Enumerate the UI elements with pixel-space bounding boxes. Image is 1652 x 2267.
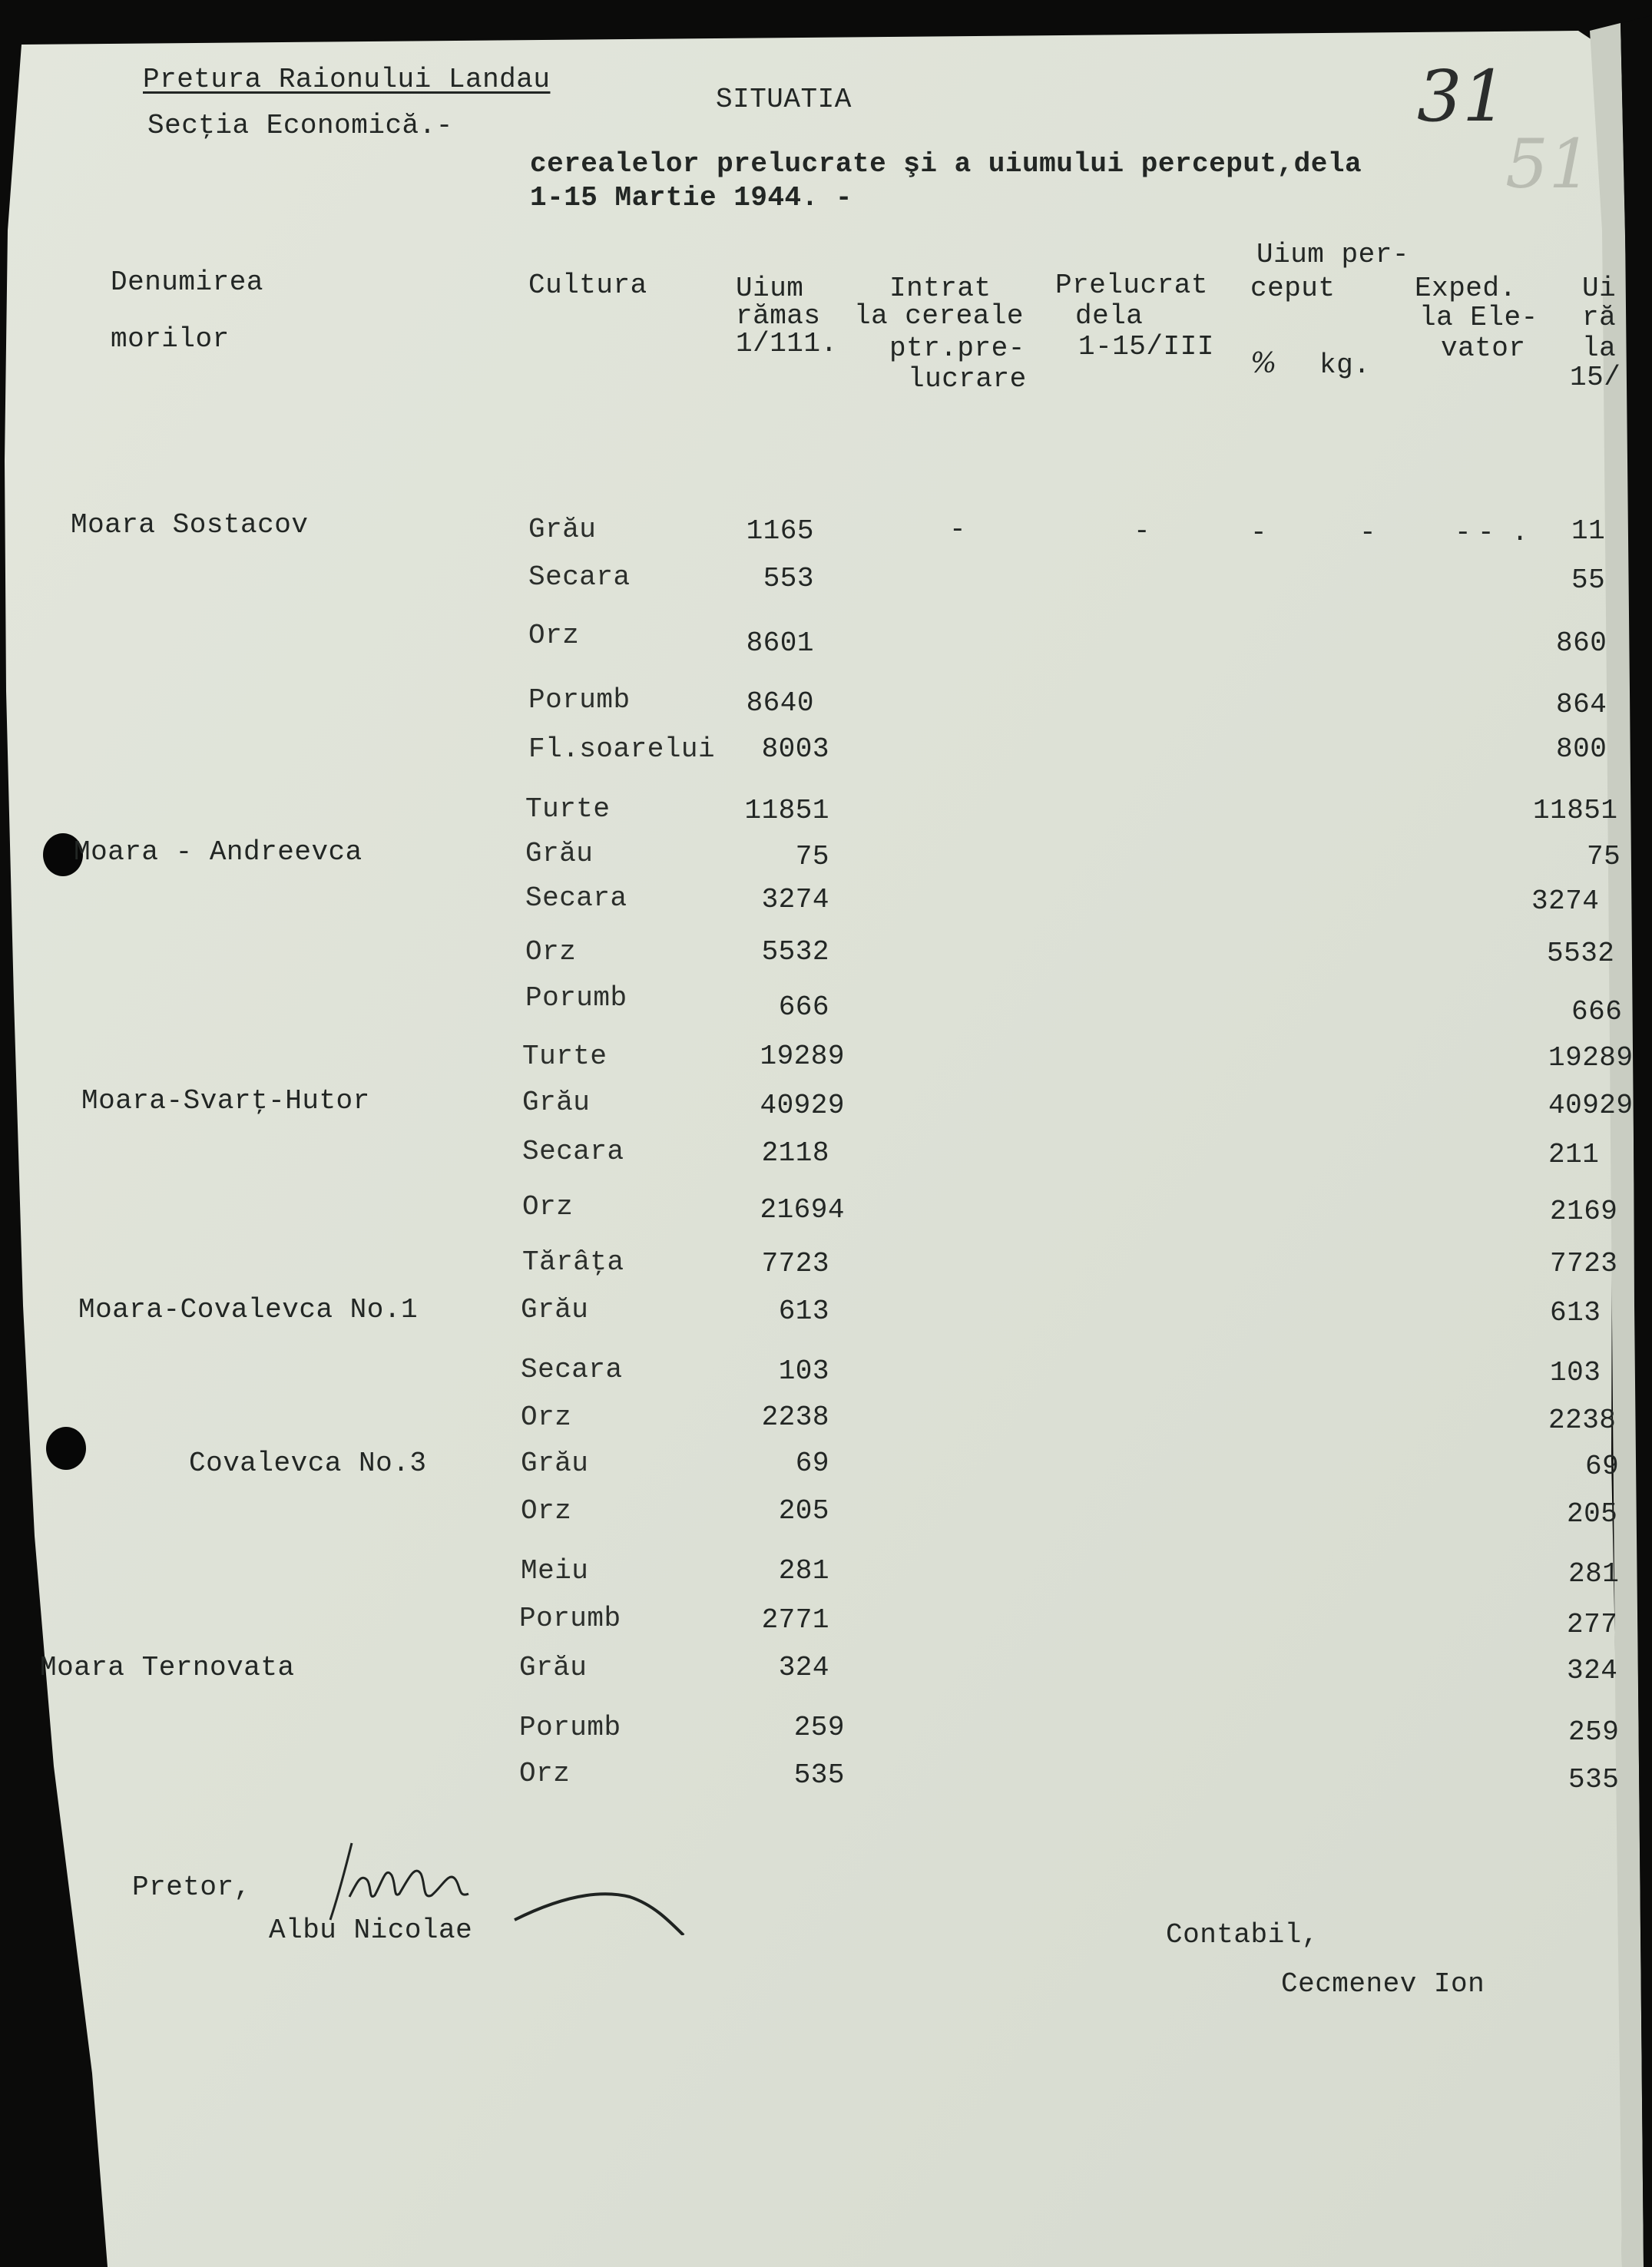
section-name: Secţia Economică.- — [147, 110, 453, 141]
table-row-culture: Turte — [522, 1041, 607, 1072]
table-row-culture: Grău — [519, 1652, 588, 1683]
punch-hole-bottom — [46, 1427, 86, 1470]
table-row-remaining-end: 11851 — [1533, 795, 1618, 826]
table-row-culture: Meiu — [521, 1555, 589, 1587]
table-row-remaining-end: 69 — [1585, 1451, 1620, 1482]
table-row-culture: Grău — [522, 1087, 591, 1118]
table-row-culture: Porumb — [519, 1712, 621, 1743]
col-remaining-end-l3: la — [1582, 333, 1617, 364]
col-remaining-l1: Uium — [736, 273, 804, 304]
pretor-label: Pretor, — [132, 1872, 251, 1903]
table-row-remaining-end: 2238 — [1548, 1405, 1617, 1436]
mill-name: Moara Ternovata — [40, 1652, 295, 1683]
table-row-remaining-end: 281 — [1568, 1558, 1620, 1590]
col-shipped-l2: la Ele- — [1419, 302, 1538, 333]
table-row-remaining: 7723 — [761, 1248, 829, 1279]
mill-name: Moara-Svarţ-Hutor — [81, 1085, 370, 1117]
table-row-remaining: 2238 — [761, 1402, 829, 1433]
col-uium-l2: ceput — [1250, 273, 1336, 304]
document-subtitle-line2: 1-15 Martie 1944. - — [530, 182, 852, 213]
col-processed-l3: 1-15/III — [1078, 331, 1214, 362]
table-row-culture: Orz — [528, 620, 580, 651]
accountant-name: Cecmenev Ion — [1281, 1968, 1485, 2000]
col-remaining-l2: rămas — [736, 300, 821, 332]
table-row-culture: Grău — [525, 838, 594, 869]
dash-uium-pct: - — [1250, 517, 1268, 548]
table-row-remaining-end: 613 — [1550, 1297, 1601, 1329]
pretor-name: Albu Nicolae — [269, 1915, 473, 1946]
institution-name: Pretura Raionului Landau — [143, 64, 551, 95]
col-mills-l2: morilor — [111, 323, 230, 355]
table-row-culture: Secara — [525, 882, 627, 914]
table-row-culture: Orz — [521, 1495, 572, 1527]
table-row-culture: Orz — [521, 1402, 572, 1433]
table-row-remaining: 69 — [795, 1448, 829, 1479]
table-row-remaining-end: 40929 — [1548, 1090, 1634, 1121]
table-row-remaining-end: 259 — [1568, 1716, 1620, 1748]
col-uium-l1: Uium per- — [1256, 239, 1409, 270]
col-shipped-l1: Exped. — [1415, 273, 1517, 304]
table-row-culture: Secara — [528, 561, 631, 593]
table-row-remaining-end: 205 — [1567, 1498, 1618, 1530]
table-row-culture: Grău — [528, 514, 597, 545]
table-row-remaining-end: 75 — [1587, 841, 1621, 872]
dash-shipped-2: - . — [1478, 517, 1529, 548]
table-row-remaining-end: 11 — [1571, 515, 1606, 547]
table-row-remaining-end: 800 — [1556, 733, 1607, 765]
document-subtitle-line1: cerealelor prelucrate şi a uiumului perceput,dela — [530, 148, 1362, 180]
table-row-remaining-end: 864 — [1556, 689, 1607, 720]
table-row-remaining-end: 324 — [1567, 1655, 1618, 1686]
table-row-culture: Orz — [522, 1191, 574, 1223]
table-row-culture: Tărâţa — [522, 1246, 624, 1278]
table-row-remaining-end: 19289 — [1548, 1042, 1634, 1074]
col-entered-l1: Intrat — [889, 273, 992, 304]
col-entered-l3: ptr.pre- — [889, 333, 1025, 364]
col-processed-l1: Prelucrat — [1055, 270, 1208, 301]
dash-shipped: - — [1455, 517, 1472, 548]
table-row-culture: Turte — [525, 793, 611, 825]
col-uium-percent: % — [1250, 348, 1277, 379]
table-row-remaining: 21694 — [760, 1194, 845, 1226]
table-row-remaining: 281 — [778, 1555, 829, 1587]
table-row-remaining-end: 666 — [1571, 996, 1623, 1028]
table-row-remaining: 19289 — [760, 1041, 845, 1072]
table-row-remaining: 40929 — [760, 1090, 845, 1121]
table-row-remaining-end: 860 — [1556, 627, 1607, 659]
document-title: SITUATIA — [716, 84, 852, 115]
table-row-remaining: 2771 — [761, 1604, 829, 1636]
table-row-remaining-end: 103 — [1550, 1357, 1601, 1388]
col-uium-kg: kg. — [1319, 349, 1371, 381]
table-row-remaining: 259 — [793, 1712, 845, 1743]
table-row-remaining: 103 — [778, 1355, 829, 1387]
table-row-remaining-end: 277 — [1567, 1609, 1618, 1640]
table-row-remaining: 553 — [763, 563, 814, 594]
table-row-remaining: 8003 — [761, 733, 829, 765]
table-row-remaining: 2118 — [761, 1137, 829, 1169]
table-row-remaining: 8601 — [746, 627, 814, 659]
table-row-remaining: 324 — [778, 1652, 829, 1683]
table-row-remaining-end: 2169 — [1550, 1196, 1618, 1227]
table-row-culture: Orz — [519, 1758, 571, 1789]
table-row-remaining-end: 7723 — [1550, 1248, 1618, 1279]
col-remaining-end-l1: Ui — [1582, 273, 1617, 304]
table-row-remaining: 535 — [793, 1759, 845, 1791]
dash-uium-kg: - — [1359, 517, 1377, 548]
table-row-remaining: 205 — [778, 1495, 829, 1527]
mill-name: Covalevca No.3 — [189, 1448, 427, 1479]
col-shipped-l3: vator — [1441, 333, 1526, 364]
table-row-culture: Secara — [522, 1136, 624, 1167]
pretor-signature — [284, 1828, 714, 1935]
folio-number-old: 51 — [1505, 124, 1592, 204]
mill-name: Moara-Covalevca No.1 — [78, 1294, 419, 1325]
table-row-remaining: 3274 — [761, 884, 829, 915]
col-mills-l1: Denumirea — [111, 266, 263, 298]
table-row-remaining: 5532 — [761, 936, 829, 968]
table-row-remaining-end: 535 — [1568, 1764, 1620, 1795]
dash-entered: - — [949, 514, 967, 545]
table-row-culture: Porumb — [519, 1603, 621, 1634]
table-row-culture: Orz — [525, 936, 577, 968]
table-row-remaining-end: 5532 — [1547, 938, 1615, 969]
table-row-remaining: 75 — [795, 841, 829, 872]
table-row-remaining-end: 211 — [1548, 1139, 1600, 1170]
table-row-remaining: 1165 — [746, 515, 814, 547]
table-row-culture: Secara — [521, 1354, 623, 1385]
col-remaining-l3: 1/111. — [736, 328, 838, 359]
table-row-remaining: 8640 — [746, 687, 814, 719]
table-row-remaining: 613 — [778, 1296, 829, 1327]
table-row-remaining-end: 3274 — [1531, 885, 1600, 917]
table-row-culture: Porumb — [528, 684, 631, 716]
col-processed-l2: dela — [1075, 300, 1144, 332]
accountant-label: Contabil, — [1166, 1919, 1319, 1951]
table-row-remaining: 666 — [778, 991, 829, 1023]
mill-name: Moara - Andreevca — [74, 836, 363, 868]
col-culture: Cultura — [528, 270, 647, 301]
table-row-culture: Grău — [521, 1294, 589, 1325]
table-row-remaining: 11851 — [744, 795, 829, 826]
dash-processed: - — [1134, 515, 1151, 547]
mill-name: Moara Sostacov — [71, 509, 309, 541]
table-row-culture: Fl.soarelui — [528, 733, 716, 765]
col-entered-l4: lucrare — [908, 363, 1027, 395]
col-entered-l2: la cereale — [854, 300, 1025, 332]
table-row-culture: Porumb — [525, 982, 627, 1014]
col-remaining-end-l4: 15/ — [1570, 362, 1621, 393]
table-row-remaining-end: 55 — [1571, 564, 1606, 596]
col-remaining-end-l2: ră — [1582, 302, 1617, 333]
table-row-culture: Grău — [521, 1448, 589, 1479]
folio-number: 31 — [1417, 55, 1508, 137]
